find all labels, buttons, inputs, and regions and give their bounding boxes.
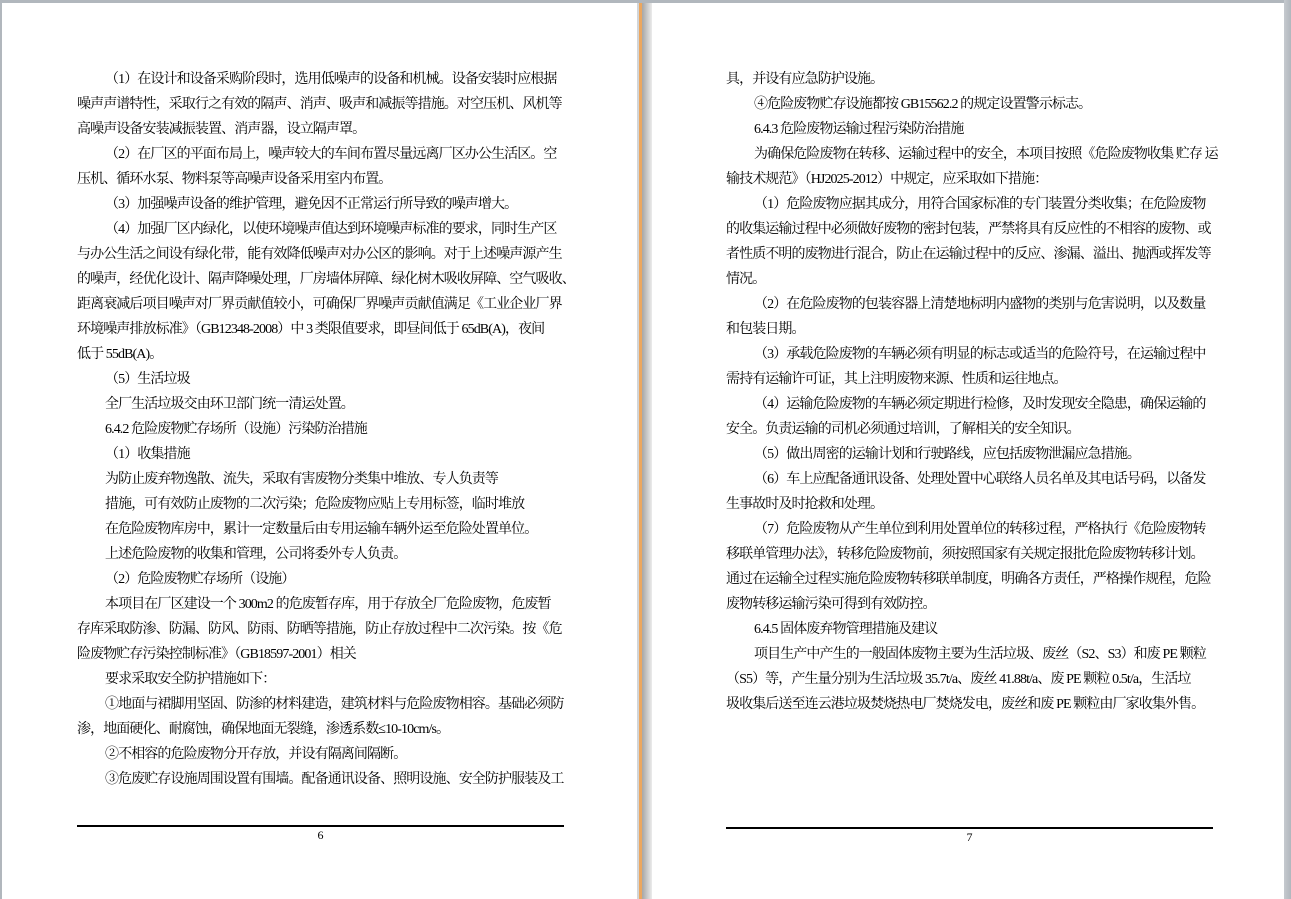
text-line: 低于 55dB(A)。 (77, 347, 163, 362)
text-line: 圾收集后送至连云港垃圾焚烧热电厂焚烧发电，废丝和废 PE 颗粒由厂家收集外售。 (726, 697, 1205, 712)
text-line: 本项目在厂区建设一个 300m2 的危废暂存库，用于存放全厂危险废物，危废暂 (105, 597, 551, 612)
text-line: （2）在厂区的平面布局上，噪声较大的车间布置尽量远离厂区办公生活区。空 (105, 147, 557, 162)
text-line: （6）车上应配备通讯设备、处理处置中心联络人员名单及其电话号码，以备发 (754, 472, 1206, 487)
text-line: 为防止废弃物逸散、流失，采取有害废物分类集中堆放、专人负责等 (105, 472, 498, 487)
page-6-footer (77, 825, 564, 843)
document-page-7 (652, 3, 1284, 899)
text-line: 存库采取防渗、防漏、防风、防雨、防晒等措施，防止存放过程中二次污染。按《危 (77, 622, 562, 637)
text-line: 项目生产中产生的一般固体废物主要为生活垃圾、废丝（S2、S3）和废 PE 颗粒 (754, 647, 1206, 662)
text-line: ④危险废物贮存设施都按 GB15562.2 的规定设置警示标志。 (754, 97, 1092, 112)
text-line: ①地面与裙脚用坚固、防渗的材料建造，建筑材料与危险废物相容。基础必须防 (105, 697, 564, 712)
text-line: 险废物贮存污染控制标准》（GB18597-2001）相关 (77, 647, 356, 662)
text-line: 具，并设有应急防护设施。 (726, 72, 884, 87)
text-line: 的噪声，经优化设计、隔声降噪处理，厂房墙体屏障、绿化树木吸收屏障、空气吸收、 (77, 272, 575, 287)
text-line: （3）承载危险废物的车辆必须有明显的标志或适当的危险符号，在运输过程中 (754, 347, 1206, 362)
text-line: （1）在设计和设备采购阶段时，选用低噪声的设备和机械。设备安装时应根据 (105, 72, 557, 87)
text-line: 和包装日期。 (726, 322, 805, 337)
text-line: 需持有运输许可证，其上注明废物来源、性质和运往地点。 (726, 372, 1067, 387)
text-line: 6.4.5 固体废弃物管理措施及建议 (754, 622, 938, 637)
text-line: 环境噪声排放标准》（GB12348-2008）中 3 类限值要求，即昼间低于 65dB(A)，夜间 (77, 322, 545, 337)
text-line: 的收集运输过程中必须做好废物的密封包装，严禁将具有反应性的不相容的废物、或 (726, 222, 1211, 237)
text-line: 输技术规范》（HJ2025-2012）中规定，应采取如下措施： (726, 172, 1048, 187)
text-line: （3）加强噪声设备的维护管理，避免因不正常运行所导致的噪声增大。 (105, 197, 518, 212)
text-line: （4）运输危险废物的车辆必须定期进行检修，及时发现安全隐患，确保运输的 (754, 397, 1206, 412)
footer-rule (77, 825, 564, 827)
text-line: ③危废贮存设施周围设置有围墙。配备通讯设备、照明设施、安全防护服装及工 (105, 772, 564, 787)
text-line: （S5）等，产生量分别为生活垃圾 35.7t/a、废丝 41.88t/a、废 PE 颗粒 0.5t/a，生活垃 (726, 672, 1191, 687)
text-line: 生事故时及时抢救和处理。 (726, 497, 884, 512)
text-line: 者性质不明的废物进行混合，防止在运输过程中的反应、渗漏、溢出、抛洒或挥发等 (726, 247, 1211, 262)
text-line: 情况。 (726, 272, 766, 287)
text-line: 6.4.3 危险废物运输过程污染防治措施 (754, 122, 964, 137)
page-number: 7 (966, 830, 973, 844)
text-line: （2）在危险废物的包装容器上清楚地标明内盛物的类别与危害说明，以及数量 (754, 297, 1206, 312)
page-number: 6 (317, 828, 324, 842)
text-line: （5）做出周密的运输计划和行驶路线，应包括废物泄漏应急措施。 (754, 447, 1140, 462)
text-line: （2）危险废物贮存场所（设施） (105, 572, 295, 587)
text-line: 距离衰减后项目噪声对厂界贡献值较小，可确保厂界噪声贡献值满足《工业企业厂界 (77, 297, 562, 312)
text-line: ②不相容的危险废物分开存放，并设有隔离间隔断。 (105, 747, 407, 762)
text-line: 措施，可有效防止废物的二次污染；危险废物应贴上专用标签，临时堆放 (105, 497, 525, 512)
text-line: 要求采取安全防护措施如下： (105, 672, 276, 687)
page-gap-divider (637, 3, 652, 899)
text-line: （1）危险废物应据其成分，用符合国家标准的专门装置分类收集；在危险废物 (754, 197, 1206, 212)
text-line: 全厂生活垃圾交由环卫部门统一清运处置。 (105, 397, 354, 412)
text-line: 废物转移运输污染可得到有效防控。 (726, 597, 936, 612)
window-right-edge (1284, 0, 1291, 899)
page-7-text-body (726, 67, 1218, 717)
text-line: 压机、循环水泵、物料泵等高噪声设备采用室内布置。 (77, 172, 392, 187)
page-7-footer (726, 827, 1213, 845)
text-line: （1）收集措施 (105, 447, 190, 462)
footer-rule (726, 827, 1213, 829)
text-line: 安全。负责运输的司机必须通过培训，了解相关的安全知识。 (726, 422, 1080, 437)
text-line: （7）危险废物从产生单位到利用处置单位的转移过程，严格执行《危险废物转 (754, 522, 1206, 537)
text-line: 上述危险废物的收集和管理，公司将委外专人负责。 (105, 547, 407, 562)
text-line: 渗，地面硬化、耐腐蚀，确保地面无裂缝，渗透系数≤10-10cm/s。 (77, 722, 450, 737)
text-line: 为确保危险废物在转移、运输过程中的安全，本项目按照《危险废物收集 贮存 运 (754, 147, 1218, 162)
text-line: 通过在运输全过程实施危险废物转移联单制度，明确各方责任，严格操作规程，危险 (726, 572, 1211, 587)
page-6-text-body (77, 67, 575, 792)
text-line: 在危险废物库房中，累计一定数量后由专用运输车辆外运至危险处置单位。 (105, 522, 538, 537)
document-page-6 (2, 3, 637, 899)
text-line: （4）加强厂区内绿化，以使环境噪声值达到环境噪声标准的要求，同时生产区 (105, 222, 557, 237)
text-line: 移联单管理办法》，转移危险废物前，须按照国家有关规定报批危险废物转移计划。 (726, 547, 1204, 562)
text-line: 6.4.2 危险废物贮存场所（设施）污染防治措施 (105, 422, 367, 437)
text-line: （5）生活垃圾 (105, 372, 190, 387)
text-line: 与办公生活之间设有绿化带，能有效降低噪声对办公区的影响。对于上述噪声源产生 (77, 247, 562, 262)
text-line: 噪声声谱特性，采取行之有效的隔声、消声、吸声和减振等措施。对空压机、风机等 (77, 97, 562, 112)
text-line: 高噪声设备安装减振装置、消声器，设立隔声罩。 (77, 122, 366, 137)
